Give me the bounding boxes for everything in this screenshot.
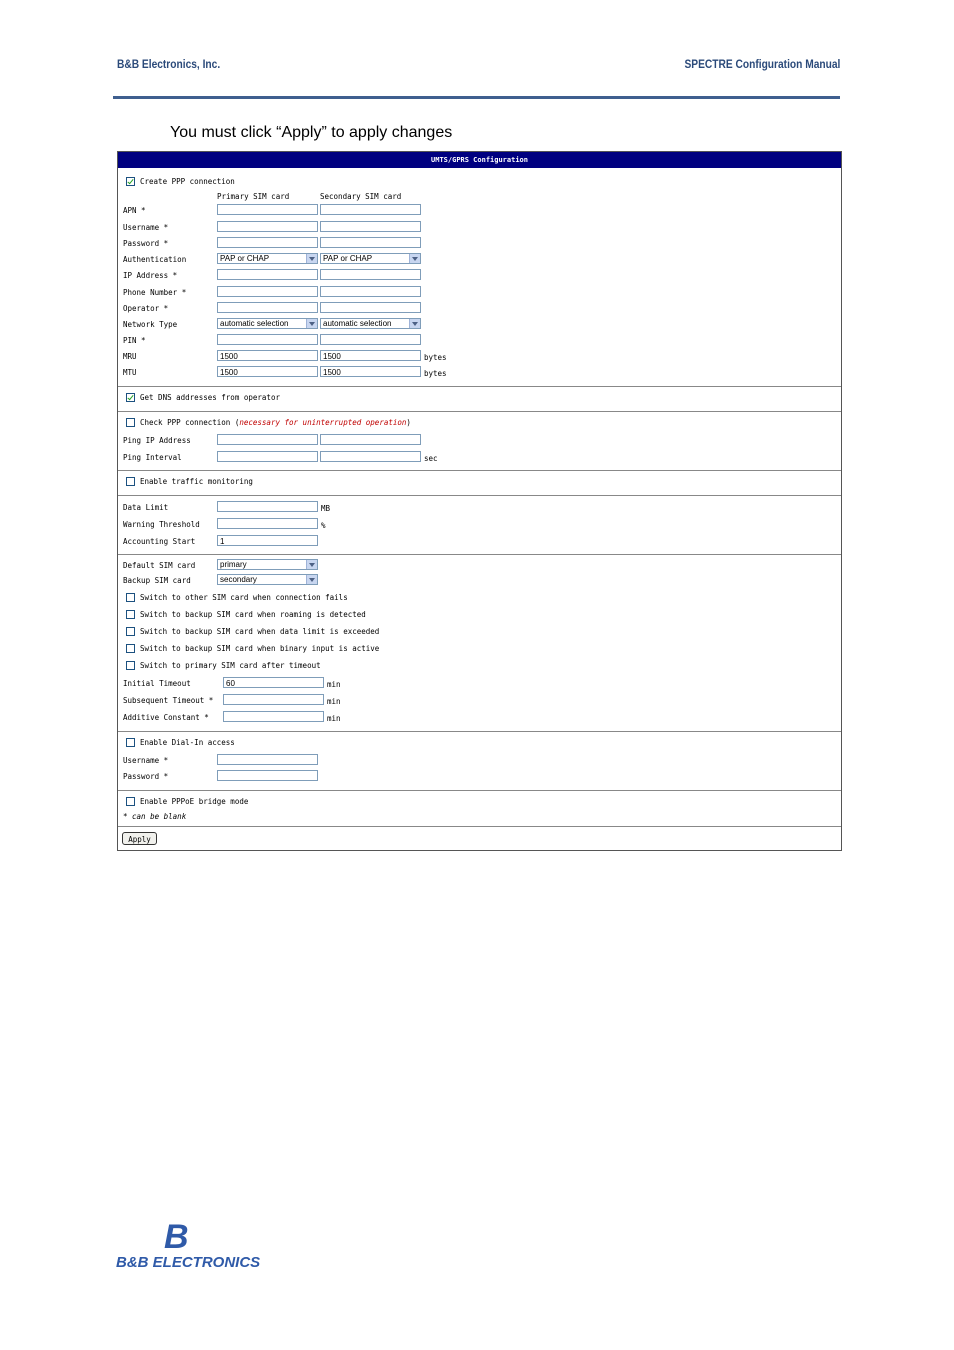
auth-primary-select[interactable]: [217, 253, 318, 264]
switch-fail-checkbox[interactable]: [126, 593, 135, 602]
operator-secondary-input[interactable]: [320, 302, 421, 313]
section-divider: [118, 470, 841, 471]
warning-threshold-input[interactable]: [217, 518, 318, 529]
chevron-down-icon: [306, 319, 317, 328]
chevron-down-icon: [409, 319, 420, 328]
dialin-checkbox[interactable]: [126, 738, 135, 747]
ping-interval-secondary-input[interactable]: [320, 451, 421, 462]
mru-label: MRU: [123, 352, 137, 361]
password-primary-input[interactable]: [217, 237, 318, 248]
backup-sim-select[interactable]: [217, 574, 318, 585]
apply-button[interactable]: Apply: [122, 832, 157, 845]
switch-binary-label: Switch to backup SIM card when binary input is active: [140, 644, 380, 653]
dialin-username-label: Username *: [123, 756, 169, 765]
ping-interval-label: Ping Interval: [123, 453, 182, 462]
check-ppp-note: necessary for uninterrupted operation: [239, 418, 407, 427]
switch-roaming-label: Switch to backup SIM card when roaming is detected: [140, 610, 366, 619]
header-manual-title: SPECTRE Configuration Manual: [684, 57, 840, 71]
username-secondary-input[interactable]: [320, 221, 421, 232]
additive-constant-input[interactable]: [223, 711, 324, 722]
additive-constant-label: Additive Constant *: [123, 713, 209, 722]
pin-label: PIN *: [123, 336, 146, 345]
ip-primary-input[interactable]: [217, 269, 318, 280]
chevron-down-icon: [306, 560, 317, 569]
mtu-label: MTU: [123, 368, 137, 377]
section-divider: [118, 554, 841, 555]
pppoe-checkbox[interactable]: [126, 797, 135, 806]
warning-threshold-unit: %: [321, 521, 326, 530]
subsequent-timeout-input[interactable]: [223, 694, 324, 705]
traffic-label: Enable traffic monitoring: [140, 477, 253, 486]
phone-secondary-input[interactable]: [320, 286, 421, 297]
dialin-username-input[interactable]: [217, 754, 318, 765]
company-logo: [116, 1218, 316, 1278]
section-divider: [118, 826, 841, 827]
ping-ip-primary-input[interactable]: [217, 434, 318, 445]
logo-text: B&B ELECTRONICS: [116, 1254, 261, 1271]
backup-sim-label: Backup SIM card: [123, 576, 191, 585]
traffic-checkbox[interactable]: [126, 477, 135, 486]
footnote: * can be blank: [123, 812, 187, 821]
default-sim-select[interactable]: [217, 559, 318, 570]
initial-timeout-label: Initial Timeout: [123, 679, 191, 688]
pin-primary-input[interactable]: [217, 334, 318, 345]
network-type-label: Network Type: [123, 320, 178, 329]
subsequent-timeout-unit: min: [327, 697, 341, 706]
chevron-down-icon: [306, 575, 317, 584]
default-sim-value: primary: [220, 560, 247, 569]
accounting-start-label: Accounting Start: [123, 537, 196, 546]
switch-binary-checkbox[interactable]: [126, 644, 135, 653]
col-secondary-header: Secondary SIM card: [320, 192, 402, 201]
check-ppp-label: [140, 418, 411, 428]
accounting-start-input[interactable]: 1: [217, 535, 318, 546]
ip-address-label: IP Address *: [123, 271, 178, 280]
switch-roaming-checkbox[interactable]: [126, 610, 135, 619]
default-sim-label: Default SIM card: [123, 561, 196, 570]
section-divider: [118, 731, 841, 732]
ping-ip-secondary-input[interactable]: [320, 434, 421, 445]
ping-interval-primary-input[interactable]: [217, 451, 318, 462]
create-ppp-label: Create PPP connection: [140, 177, 235, 186]
net-secondary-select[interactable]: [320, 318, 421, 329]
initial-timeout-unit: min: [327, 680, 341, 689]
create-ppp-checkbox[interactable]: [126, 177, 135, 186]
additive-constant-unit: min: [327, 714, 341, 723]
apn-secondary-input[interactable]: [320, 204, 421, 215]
password-label: Password *: [123, 239, 169, 248]
chevron-down-icon: [409, 254, 420, 263]
section-divider: [118, 495, 841, 496]
subsequent-timeout-label: Subsequent Timeout *: [123, 696, 214, 705]
switch-fail-label: Switch to other SIM card when connection fails: [140, 593, 348, 602]
mru-primary-input[interactable]: 1500: [217, 350, 318, 361]
username-label: Username *: [123, 223, 169, 232]
pin-secondary-input[interactable]: [320, 334, 421, 345]
auth-secondary-select[interactable]: [320, 253, 421, 264]
intro-text: You must click “Apply” to apply changes: [170, 124, 453, 141]
chevron-down-icon: [306, 254, 317, 263]
data-limit-label: Data Limit: [123, 503, 169, 512]
dialin-label: Enable Dial-In access: [140, 738, 235, 747]
logo-mark: B: [164, 1218, 189, 1256]
data-limit-unit: MB: [321, 504, 331, 513]
mtu-primary-input[interactable]: 1500: [217, 366, 318, 377]
switch-primary-label: Switch to primary SIM card after timeout: [140, 661, 321, 670]
umts-config-panel: [117, 151, 842, 851]
section-divider: [118, 411, 841, 412]
phone-primary-input[interactable]: [217, 286, 318, 297]
apn-label: APN *: [123, 206, 146, 215]
warning-threshold-label: Warning Threshold: [123, 520, 200, 529]
authentication-label: Authentication: [123, 255, 187, 264]
header-divider: [113, 96, 840, 99]
section-divider: [118, 790, 841, 791]
net-primary-value: automatic selection: [220, 319, 289, 328]
pppoe-label: Enable PPPoE bridge mode: [140, 797, 249, 806]
phone-number-label: Phone Number *: [123, 288, 187, 297]
get-dns-checkbox[interactable]: [126, 393, 135, 402]
mtu-unit: bytes: [424, 369, 447, 378]
operator-label: Operator *: [123, 304, 169, 313]
check-ppp-text: Check PPP connection (: [140, 418, 240, 427]
ping-ip-label: Ping IP Address: [123, 436, 191, 445]
apn-primary-input[interactable]: [217, 204, 318, 215]
switch-primary-checkbox[interactable]: [126, 661, 135, 670]
mru-unit: bytes: [424, 353, 447, 362]
auth-secondary-value: PAP or CHAP: [323, 254, 373, 263]
initial-timeout-input[interactable]: 60: [223, 677, 324, 688]
switch-limit-label: Switch to backup SIM card when data limit is exceeded: [140, 627, 380, 636]
backup-sim-value: secondary: [220, 575, 257, 584]
auth-primary-value: PAP or CHAP: [220, 254, 270, 263]
operator-primary-input[interactable]: [217, 302, 318, 313]
section-divider: [118, 386, 841, 387]
ping-interval-unit: sec: [424, 454, 438, 463]
check-ppp-checkbox[interactable]: [126, 418, 135, 427]
get-dns-label: Get DNS addresses from operator: [140, 393, 280, 402]
mtu-secondary-input[interactable]: 1500: [320, 366, 421, 377]
ip-secondary-input[interactable]: [320, 269, 421, 280]
header-company: B&B Electronics, Inc.: [117, 57, 221, 71]
dialin-password-input[interactable]: [217, 770, 318, 781]
password-secondary-input[interactable]: [320, 237, 421, 248]
check-ppp-close: ): [406, 418, 411, 427]
switch-limit-checkbox[interactable]: [126, 627, 135, 636]
panel-title: UMTS/GPRS Configuration: [118, 152, 841, 168]
data-limit-input[interactable]: [217, 501, 318, 512]
mru-secondary-input[interactable]: 1500: [320, 350, 421, 361]
dialin-password-label: Password *: [123, 772, 169, 781]
username-primary-input[interactable]: [217, 221, 318, 232]
net-primary-select[interactable]: [217, 318, 318, 329]
col-primary-header: Primary SIM card: [217, 192, 290, 201]
net-secondary-value: automatic selection: [323, 319, 392, 328]
